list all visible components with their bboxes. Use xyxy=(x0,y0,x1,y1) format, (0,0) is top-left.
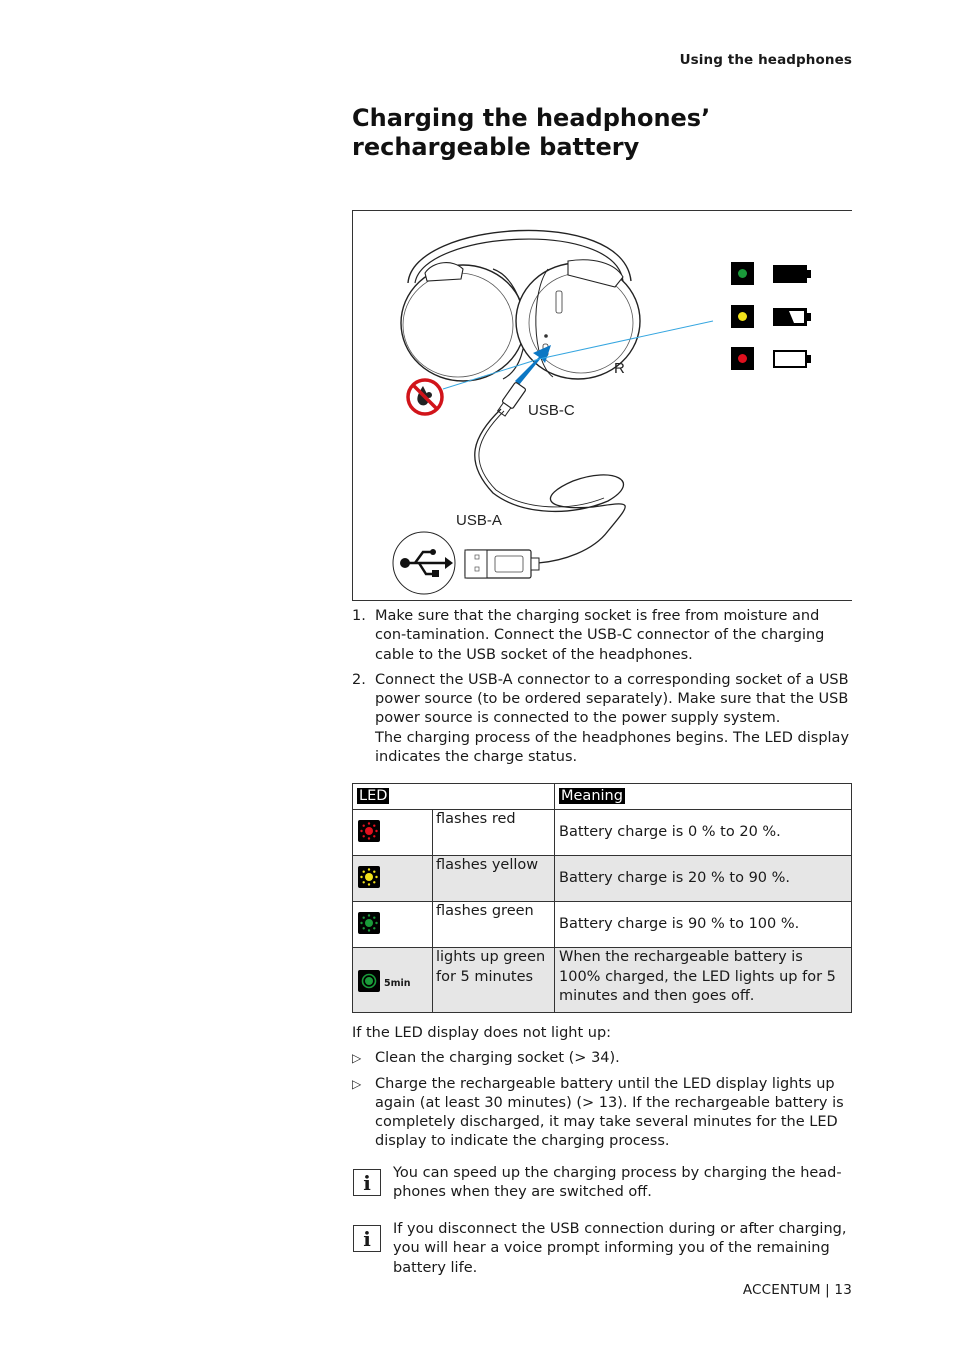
battery-full-icon xyxy=(773,265,811,283)
page-footer: ACCENTUM | 13 xyxy=(742,1282,852,1298)
usb-c-label: USB-C xyxy=(528,402,575,419)
triangle-bullet-icon: ▷ xyxy=(352,1051,362,1066)
page-title: Charging the headphones’ rechargeable battery xyxy=(352,104,711,161)
step-1 xyxy=(352,607,852,665)
battery-empty-icon xyxy=(774,351,811,367)
table-header-row xyxy=(353,784,852,810)
step-number: 1. xyxy=(352,608,366,624)
triangle-bullet-icon: ▷ xyxy=(352,1076,362,1091)
usb-c-connector xyxy=(496,382,526,417)
led-meaning: Battery charge is 20 % to 90 %. xyxy=(555,856,852,902)
led-green-steady-icon xyxy=(358,970,380,992)
led-meaning: Battery charge is 90 % to 100 %. xyxy=(555,902,852,948)
no-moisture-icon xyxy=(408,380,442,414)
led-legend-green xyxy=(731,262,754,285)
led-legend-red xyxy=(731,347,754,370)
charging-illustration xyxy=(352,210,852,601)
battery-partial-icon xyxy=(773,308,811,326)
table-row xyxy=(353,948,852,1013)
usb-a-label: USB-A xyxy=(456,512,502,529)
right-side-label: R xyxy=(614,360,625,377)
duration-label: 5min xyxy=(384,978,411,990)
instruction-steps xyxy=(352,607,852,773)
info-note xyxy=(352,1164,852,1203)
led-description: flashes yellow xyxy=(433,856,555,902)
table-row xyxy=(353,810,852,856)
led-meaning: Battery charge is 0 % to 20 %. xyxy=(555,810,852,856)
table-row xyxy=(353,902,852,948)
step-result: The charging process of the headphones begins. The LED display indicates the charge status. xyxy=(375,729,850,766)
left-earcup xyxy=(401,265,525,381)
section-header: Using the headphones xyxy=(679,52,852,68)
step-2 xyxy=(352,671,852,767)
led-green-flash-icon xyxy=(358,912,380,934)
led-status-table xyxy=(352,783,852,1013)
meaning-column-header: Meaning xyxy=(555,784,852,810)
led-description: flashes red xyxy=(433,810,555,856)
led-description: flashes green xyxy=(433,902,555,948)
step-text: Make sure that the charging socket is free from moisture and con-tamination. Connect the USB-C connector of the charging cable to the USB socket of the headphones. xyxy=(375,608,825,663)
step-text: Connect the USB-A connector to a corresponding socket of a USB power source (to be ordered separately). Make sure that the USB power source is connected to the power supply system. xyxy=(375,671,849,727)
led-column-header: LED xyxy=(353,784,555,810)
led-yellow-flash-icon xyxy=(358,866,380,888)
note-text: If you disconnect the USB connection during or after charging, you will hear a voice prompt informing you of the remaining battery life. xyxy=(393,1221,847,1276)
list-item: ▷ Clean the charging socket (> 34). xyxy=(352,1049,852,1068)
led-legend-yellow xyxy=(731,305,754,328)
info-note xyxy=(352,1220,852,1278)
led-red-flash-icon xyxy=(358,820,380,842)
list-item: ▷ Charge the rechargeable battery until the LED display lights up again (at least 30 minutes) (> 13). If the rechargeable battery is completely discharged, it may take several minutes for the LED display to indicate the charging process. xyxy=(352,1075,844,1150)
usb-a-connector xyxy=(465,550,539,578)
table-row xyxy=(353,856,852,902)
troubleshooting-section xyxy=(352,1024,852,1158)
troubleshooting-intro: If the LED display does not light up: xyxy=(352,1025,612,1041)
note-text: You can speed up the charging process by charging the head-phones when they are switched off. xyxy=(393,1165,842,1201)
led-meaning: When the rechargeable battery is 100% charged, the LED lights up for 5 minutes and then goes off. xyxy=(555,948,852,1013)
led-description: lights up green for 5 minutes xyxy=(433,948,555,1013)
info-icon: i xyxy=(353,1225,381,1252)
usb-symbol-icon xyxy=(393,532,455,594)
info-icon: i xyxy=(353,1169,381,1196)
step-number: 2. xyxy=(352,671,366,688)
headphones-charging-drawing xyxy=(353,211,853,602)
